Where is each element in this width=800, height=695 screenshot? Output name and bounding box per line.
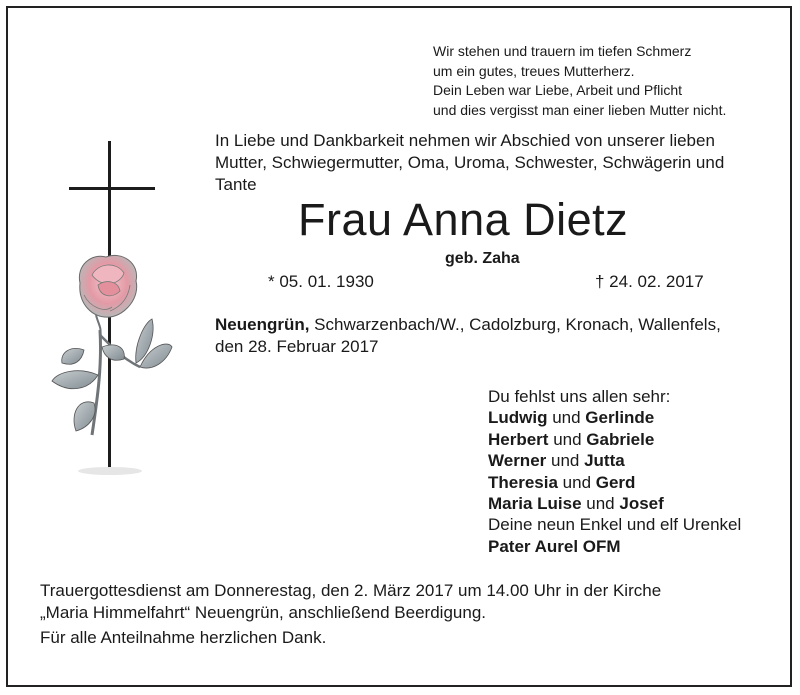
conjunction: und xyxy=(546,451,585,471)
places-line xyxy=(215,314,721,336)
mourner-couple xyxy=(488,493,741,514)
funeral-service-info xyxy=(40,580,661,624)
mourner-name: Gabriele xyxy=(586,429,655,449)
mourner-name: Gerd xyxy=(595,472,636,492)
notice-date: den 28. Februar 2017 xyxy=(215,337,379,356)
poem-line: um ein gutes, treues Mutterherz. xyxy=(433,62,635,79)
mourner-couple xyxy=(488,450,741,471)
death-date: † 24. 02. 2017 xyxy=(595,272,704,291)
mourner-couple xyxy=(488,472,741,493)
mourners-heading: Du fehlst uns allen sehr: xyxy=(488,387,671,406)
cross-rose-illustration xyxy=(40,135,190,480)
thanks-line: Für alle Anteilnahme herzlichen Dank. xyxy=(40,628,327,647)
service-line: „Maria Himmelfahrt“ Neuengrün, anschließend Beerdigung. xyxy=(40,603,486,622)
intro-line: Mutter, Schwiegermutter, Oma, Uroma, Schwester, Schwägerin und xyxy=(215,153,725,172)
conjunction: und xyxy=(548,429,587,449)
mourner-name: Werner xyxy=(488,451,547,471)
rose-icon xyxy=(52,255,172,435)
poem xyxy=(433,42,726,120)
intro-text xyxy=(215,130,724,196)
main-town: Neuengrün, xyxy=(215,315,310,334)
other-towns: Schwarzenbach/W., Cadolzburg, Kronach, Wallenfels, xyxy=(309,315,721,334)
intro-line: In Liebe und Dankbarkeit nehmen wir Abschied von unserer lieben xyxy=(215,131,715,150)
mourner-name: Theresia xyxy=(488,472,558,492)
mourner-name: Herbert xyxy=(488,429,549,449)
intro-line: Tante xyxy=(215,175,257,194)
mourner-couple xyxy=(488,407,741,428)
poem-line: und dies vergisst man einer lieben Mutter nicht. xyxy=(433,101,727,118)
grandchildren-line: Deine neun Enkel und elf Urenkel xyxy=(488,515,742,535)
mourner-name: Jutta xyxy=(584,451,625,471)
conjunction: und xyxy=(581,493,620,513)
conjunction: und xyxy=(557,472,596,492)
mourners-list xyxy=(488,386,741,557)
mourner-name: Josef xyxy=(619,493,664,513)
conjunction: und xyxy=(547,408,586,428)
poem-line: Dein Leben war Liebe, Arbeit und Pflicht xyxy=(433,82,683,98)
birth-name: geb. Zaha xyxy=(445,250,520,267)
priest-line: Pater Aurel OFM xyxy=(488,536,621,556)
birth-date: * 05. 01. 1930 xyxy=(268,272,374,291)
mourner-couple xyxy=(488,429,741,450)
service-line: Trauergottesdienst am Donnerestag, den 2. März 2017 um 14.00 Uhr in der Kirche xyxy=(40,581,662,600)
mourner-name: Maria Luise xyxy=(488,493,582,513)
places-and-date xyxy=(215,314,721,358)
deceased-name: Frau Anna Dietz xyxy=(298,194,629,245)
poem-line: Wir stehen und trauern im tiefen Schmerz xyxy=(433,43,692,59)
mourner-name: Ludwig xyxy=(488,408,548,428)
mourner-name: Gerlinde xyxy=(585,408,655,428)
